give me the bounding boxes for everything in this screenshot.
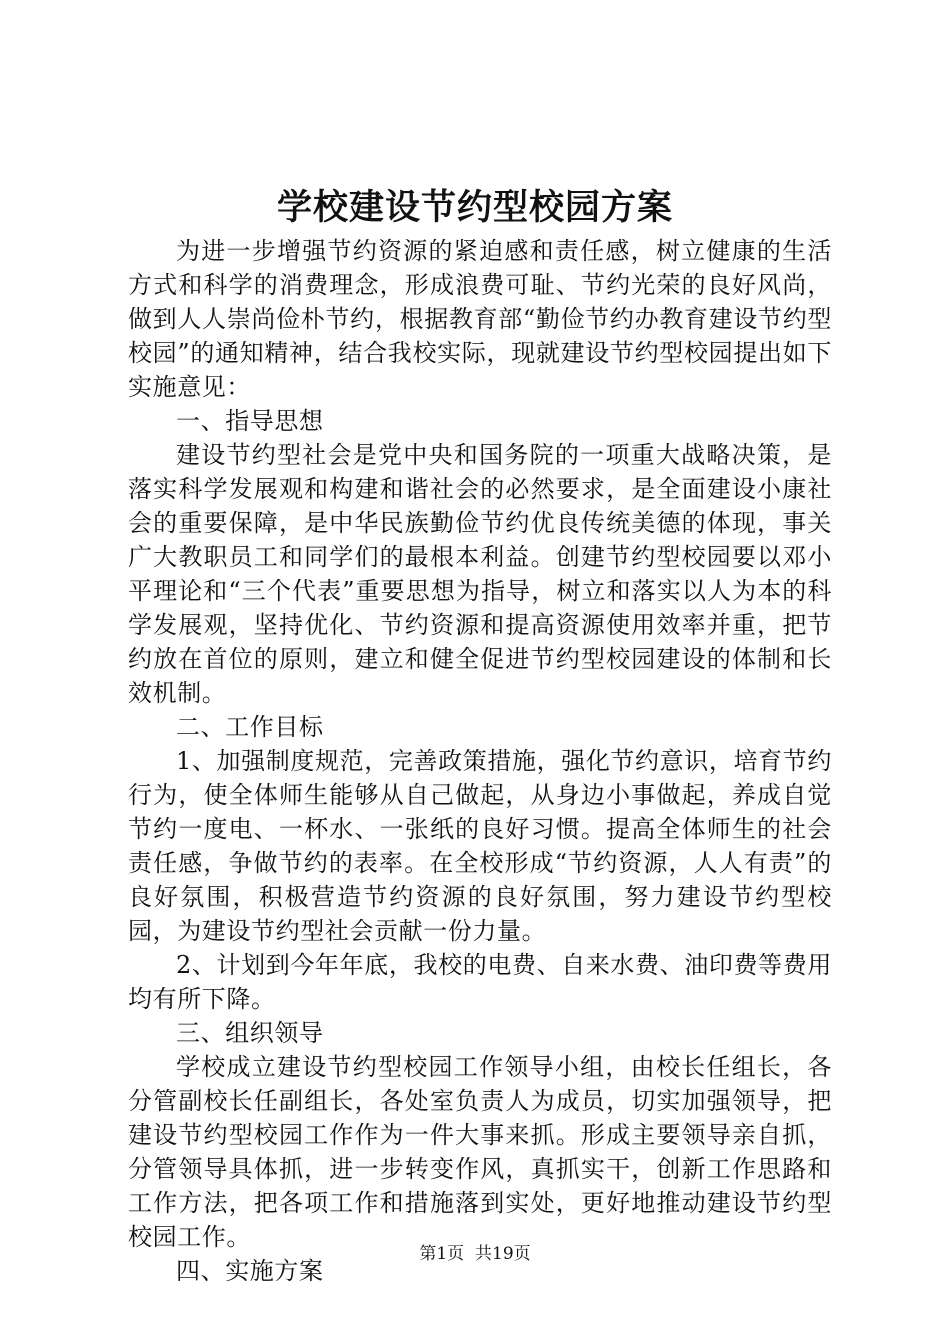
section-heading-guiding-ideology: 一、指导思想 [176,407,324,435]
organization-paragraph: 学校成立建设节约型校园工作领导小组，由校长任组长，各分管副校长任副组长，各处室负责人为成员，切实加强领导，把建设节约型校园工作作为一件大事来抓。形成主要领导亲自抓，分管领导具体抓，进一步转变作风，真抓实干，创新工作思路和工作方法，把各项工作和措施落到实处，更好地推动建设节约型校园工作。 [128,1053,832,1251]
work-goal-item-1: 1、加强制度规范，完善政策措施，强化节约意识，培育节约行为，使全体师生能够从自己做起，从身边小事做起，养成自觉节约一度电、一杯水、一张纸的良好习惯。提高全体师生的社会责任感，争做节约的表率。在全校形成“节约资源，人人有责”的良好氛围，积极营造节约资源的良好氛围，努力建设节约型校园，为建设节约型社会贡献一份力量。 [128,747,832,945]
page-total: 共19页 [475,1244,531,1264]
guiding-ideology-paragraph: 建设节约型社会是党中央和国务院的一项重大战略决策，是落实科学发展观和构建和谐社会的必然要求，是全面建设小康社会的重要保障，是中华民族勤俭节约优良传统美德的体现，事关广大教职员工和同学们的最根本利益。创建节约型校园要以邓小平理论和“三个代表”重要思想为指导，树立和落实以人为本的科学发展观，坚持优化、节约资源和提高资源使用效率并重，把节约放在首位的原则，建立和健全促进节约型校园建设的体制和长效机制。 [128,441,832,707]
page-number: 第1页 [419,1244,465,1264]
document-title: 学校建设节约型校园方案 [276,187,673,228]
section-heading-implementation: 四、实施方案 [176,1257,324,1285]
work-goal-item-2: 2、计划到今年年底，我校的电费、自来水费、油印费等费用均有所下降。 [128,951,832,1013]
intro-paragraph: 为进一步增强节约资源的紧迫感和责任感，树立健康的生活方式和科学的消费理念，形成浪费可耻、节约光荣的良好风尚，做到人人崇尚俭朴节约，根据教育部“勤俭节约办教育建设节约型校园”的通知精神，结合我校实际，现就建设节约型校园提出如下实施意见： [128,237,832,401]
section-heading-organization: 三、组织领导 [176,1019,324,1047]
section-heading-work-goals: 二、工作目标 [176,713,324,741]
page-footer [0,1242,950,1266]
document-body [128,234,832,1288]
